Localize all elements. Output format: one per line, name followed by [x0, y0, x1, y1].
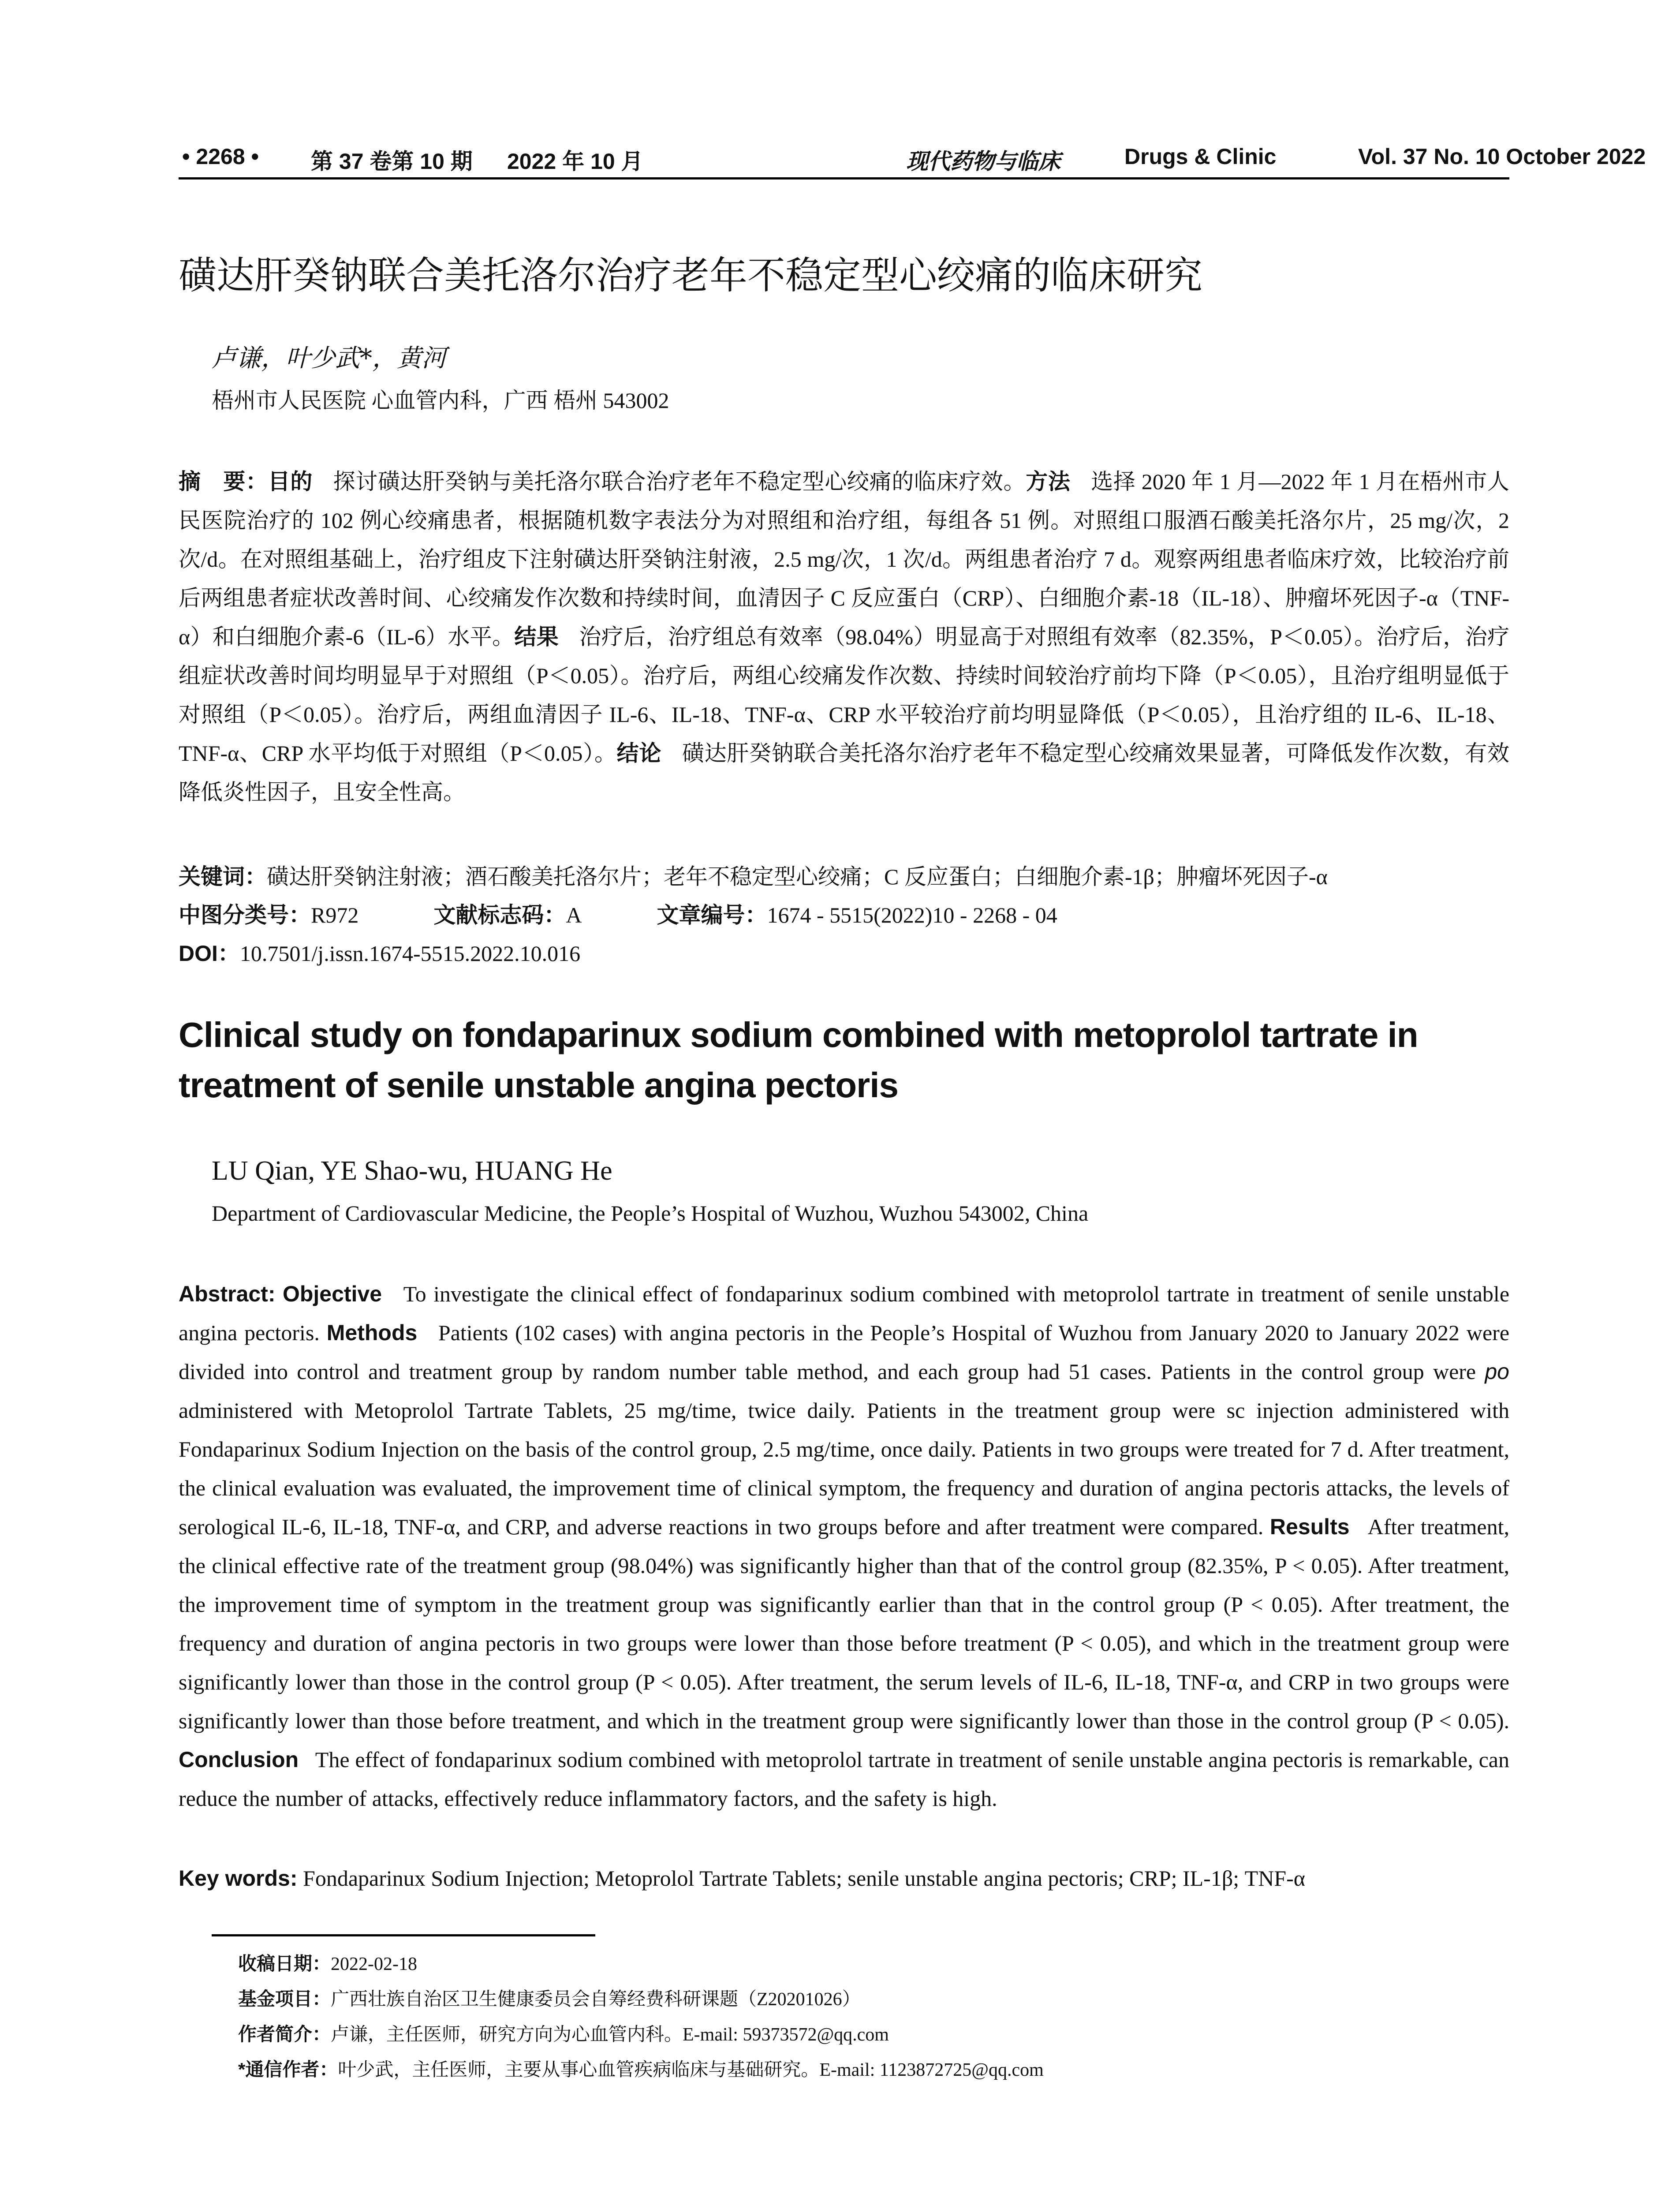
results-en-text: After treatment, the clinical effective rate of the treatment group (98.04%) was significantly higher than that of the control group (82.35%, P < 0.05). After treatment, the improvement time of symptom in the treatment group was significantly earlier than that in the control group (P < 0.05). After treatment, the frequency and duration of angina pectoris in two groups were lower than those before treatment (P < 0.05), and which in the treatment group were significantly lower than those in the control group (P < 0.05). After treatment, the serum levels of IL-6, IL-18, TNF-α, and CRP in two groups were significantly lower than those before treatment, and which in the treatment group were significantly lower than those in the control group (P < 0.05).	[179, 1514, 1510, 1733]
methods-en-text-1: Patients (102 cases) with angina pectoris in the People’s Hospital of Wuzhou from January 2020 to January 2022 were divided into control and treatment group by random number table method, and each group had 51 cases. Patients in the control group were	[179, 1320, 1510, 1384]
authors-cn: 卢谦，叶少武*，黄河	[212, 344, 446, 373]
author-bio-label: 作者简介：	[238, 2024, 331, 2044]
received-date: 2022-02-18	[331, 1954, 417, 1974]
article-no-label: 文章编号：	[657, 903, 767, 927]
running-header	[179, 140, 1646, 179]
affiliation-cn: 梧州市人民医院 心血管内科，广西 梧州 543002	[212, 388, 669, 413]
methods-en-po: po	[1485, 1359, 1509, 1384]
methods-cn-text: 选择 2020 年 1 月—2022 年 1 月在梧州市人民医院治疗的 102 例心绞痛患者，根据随机数字表法分为对照组和治疗组，每组各 51 例。对照组口服酒石酸美托洛尔片，25 mg/次，2 次/d。在对照组基础上，治疗组皮下注射磺达肝癸钠注射液，2.5 mg/次，1 次/d。两组患者治疗 7 d。观察两组患者临床疗效，比较治疗前后两组患者症状改善时间、心绞痛发作次数和持续时间，血清因子 C 反应蛋白（CRP）、白细胞介素-18（IL-18）、肿瘤坏死因子-α（TNF-α）和白细胞介素-6（IL-6）水平。	[179, 469, 1510, 649]
objective-en-label: Objective	[282, 1282, 382, 1306]
methods-en-label: Methods	[326, 1320, 418, 1345]
abstract-en	[179, 1274, 1509, 1818]
results-cn-text: 治疗后，治疗组总有效率（98.04%）明显高于对照组有效率（82.35%，P＜0.05）。治疗后，治疗组症状改善时间均明显早于对照组（P＜0.05）。治疗后，两组心绞痛发作次数、持续时间较治疗前均下降（P＜0.05），且治疗组明显低于对照组（P＜0.05）。治疗后，两组血清因子 IL-6、IL-18、TNF-α、CRP 水平较治疗前均明显降低（P＜0.05），且治疗组的 IL-6、IL-18、TNF-α、CRP 水平均低于对照组（P＜0.05）。	[179, 624, 1510, 766]
footnote-fund	[238, 1984, 861, 2011]
fund-text: 广西壮族自治区卫生健康委员会自筹经费科研课题（Z20201026）	[331, 1989, 861, 2010]
objective-cn-label: 目的	[268, 469, 313, 494]
methods-cn-label: 方法	[1026, 469, 1071, 494]
page-number: • 2268 •	[182, 144, 259, 169]
objective-en-text: To investigate the clinical effect of fondaparinux sodium combined with metoprolol tartrate in treatment of senile unstable angina pectoris.	[179, 1282, 1510, 1345]
doc-code-value: A	[566, 903, 582, 927]
footnote-author	[238, 2020, 889, 2046]
keywords-cn-text: 磺达肝癸钠注射液；酒石酸美托洛尔片；老年不稳定型心绞痛；C 反应蛋白；白细胞介素-1β；肿瘤坏死因子-α	[267, 864, 1328, 889]
footnote-corresponding	[238, 2055, 1044, 2082]
affiliation-en: Department of Cardiovascular Medicine, the People’s Hospital of Wuzhou, Wuzhou 543002, China	[212, 1201, 1089, 1226]
footnote-divider	[212, 1934, 595, 1936]
results-cn-label: 结果	[514, 624, 559, 649]
keywords-cn	[179, 859, 1328, 891]
volume-issue-cn: 第 37 卷第 10 期	[311, 149, 473, 174]
conclusion-cn-label: 结论	[616, 741, 662, 766]
authors-en: LU Qian, YE Shao-wu, HUANG He	[212, 1156, 612, 1186]
author-bio-text: 卢谦，主任医师，研究方向为心血管内科。E-mail: 59373572@qq.com	[331, 2025, 889, 2045]
clc-label: 中图分类号：	[179, 903, 311, 927]
doc-code-label: 文献标志码：	[433, 903, 566, 927]
date-cn: 2022 年 10 月	[507, 149, 643, 174]
classification-line	[179, 897, 1057, 929]
methods-en-text-2: administered with Metoprolol Tartrate Tablets, 25 mg/time, twice daily. Patients in the treatment group were sc injection administered with Fondaparinux Sodium Injection on the basis of the control group, 2.5 mg/time, once daily. Patients in two groups were treated for 7 d. After treatment, the clinical evaluation was evaluated, the improvement time of clinical symptom, the frequency and duration of angina pectoris attacks, the levels of serological IL-6, IL-18, TNF-α, and CRP, and adverse reactions in two groups before and after treatment were compared.	[179, 1398, 1509, 1539]
article-title-en: Clinical study on fondaparinux sodium combined with metoprolol tartrate in treatment of senile unstable angina pectoris	[179, 1015, 1418, 1105]
article-title-cn: 磺达肝癸钠联合美托洛尔治疗老年不稳定型心绞痛的临床研究	[179, 254, 1202, 297]
doi-line	[179, 936, 580, 968]
abstract-cn	[179, 462, 1509, 811]
received-label: 收稿日期：	[238, 1953, 331, 1974]
volume-issue-en: Vol. 37 No. 10 October 2022	[1358, 144, 1646, 169]
keywords-en-text: Fondaparinux Sodium Injection; Metoprolol Tartrate Tablets; senile unstable angina pectoris; CRP; IL-1β; TNF-α	[303, 1866, 1305, 1891]
results-en-label: Results	[1269, 1514, 1350, 1539]
journal-name-en: Drugs & Clinic	[1124, 144, 1277, 169]
conclusion-en-label: Conclusion	[179, 1747, 299, 1772]
keywords-cn-label: 关键词：	[179, 864, 267, 889]
journal-name-cn: 现代药物与临床	[906, 149, 1060, 174]
abstract-cn-label: 摘 要：	[179, 469, 268, 494]
keywords-en	[179, 1859, 1509, 1898]
doi-value: 10.7501/j.issn.1674-5515.2022.10.016	[239, 941, 581, 966]
keywords-en-label: Key words:	[179, 1866, 298, 1891]
corresponding-text: 叶少武，主任医师，主要从事心血管疾病临床与基础研究。E-mail: 1123872725@qq.com	[338, 2060, 1044, 2080]
abstract-en-label: Abstract:	[179, 1282, 276, 1306]
clc-value: R972	[311, 903, 359, 927]
conclusion-en-text: The effect of fondaparinux sodium combined with metoprolol tartrate in treatment of senile unstable angina pectoris is remarkable, can reduce the number of attacks, effectively reduce inflammatory factors, and the safety is high.	[179, 1747, 1509, 1811]
corresponding-label: *通信作者：	[238, 2059, 338, 2080]
objective-cn-text: 探讨磺达肝癸钠与美托洛尔联合治疗老年不稳定型心绞痛的临床疗效。	[332, 469, 1026, 494]
article-no-value: 1674 - 5515(2022)10 - 2268 - 04	[767, 903, 1057, 927]
fund-label: 基金项目：	[238, 1988, 331, 2009]
footnote-received	[238, 1949, 417, 1976]
conclusion-cn-text: 磺达肝癸钠联合美托洛尔治疗老年不稳定型心绞痛效果显著，可降低发作次数，有效降低炎性因子，且安全性高。	[179, 741, 1510, 804]
doi-label: DOI：	[179, 941, 240, 966]
